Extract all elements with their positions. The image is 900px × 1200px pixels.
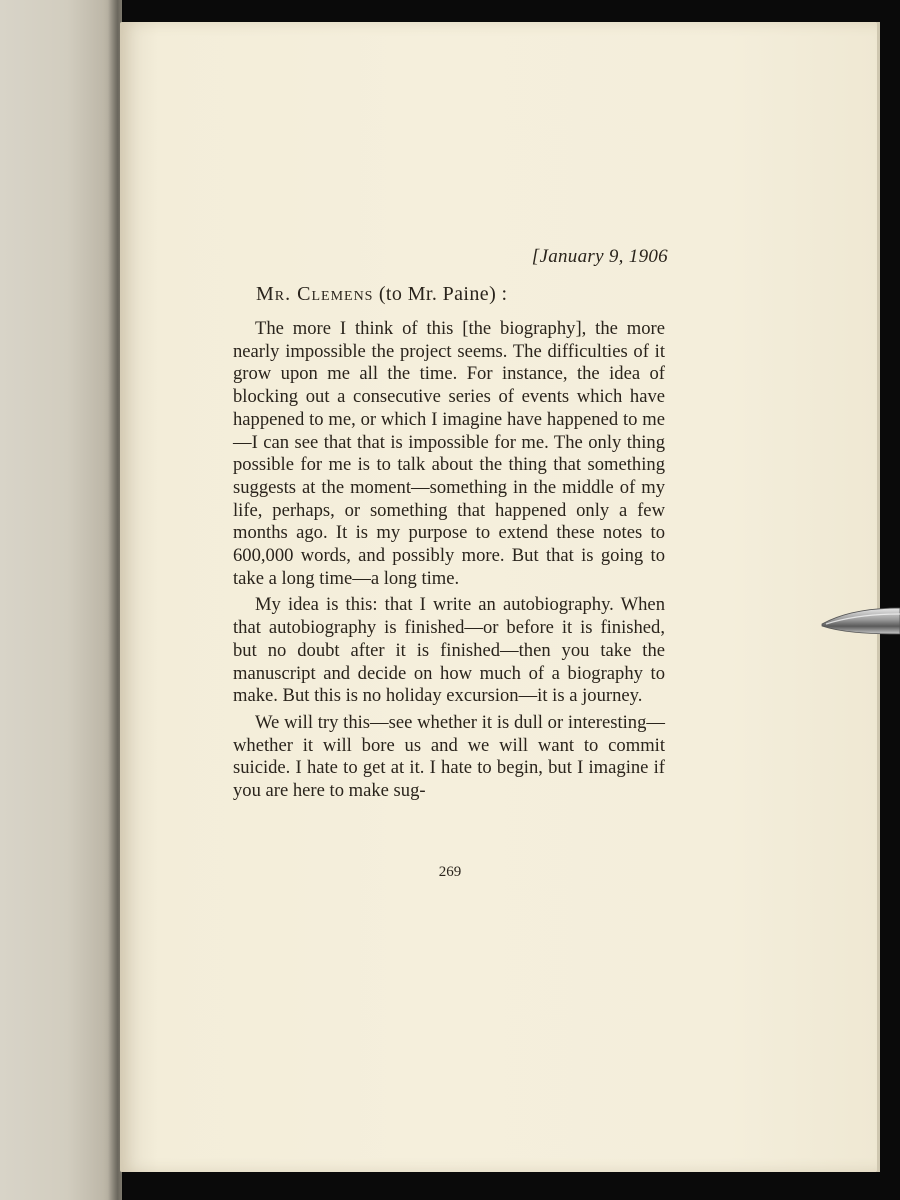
- speaker-name: Mr. Clemens: [256, 283, 374, 305]
- page-edge: [877, 22, 880, 1172]
- speaker-line: [256, 283, 507, 306]
- paragraph: The more I think of this [the biography], the more nearly impossible the project seems. The difficulties of it grow upon me all the time. For instance, the idea of blocking out a consecutive series of events which have happened to me, or which I imagine have happened to me—I can see that that is impossible for me. The only thing possible for me is to talk about the thing that something suggests at the moment—something in the middle of my life, perhaps, or something that happened only a few months ago. It is my purpose to extend these notes to 600,000 words, and possibly more. But that is going to take a long time—a long time.: [233, 318, 665, 589]
- paragraph: My idea is this: that I write an autobiography. When that autobiography is finished—or before it is finished, but no doubt after it is finished—then you take the manuscript and decide on how much of a biography to make. But this is no holiday excursion—it is a journey.: [233, 594, 665, 707]
- page-number-value: 269: [438, 864, 462, 880]
- bookmark-clip-icon: [820, 606, 900, 636]
- paragraph: We will try this—see whether it is dull or interesting—whether it will bore us and we will want to commit suicide. I hate to get at it. I hate to begin, but I imagine if you are here to make sug-: [233, 711, 665, 802]
- body-text: [233, 318, 665, 803]
- left-page: [0, 0, 122, 1200]
- date-heading: [January 9, 1906: [531, 246, 668, 267]
- speaker-addressee: (to Mr. Paine) :: [378, 283, 508, 305]
- page-number: [0, 864, 900, 881]
